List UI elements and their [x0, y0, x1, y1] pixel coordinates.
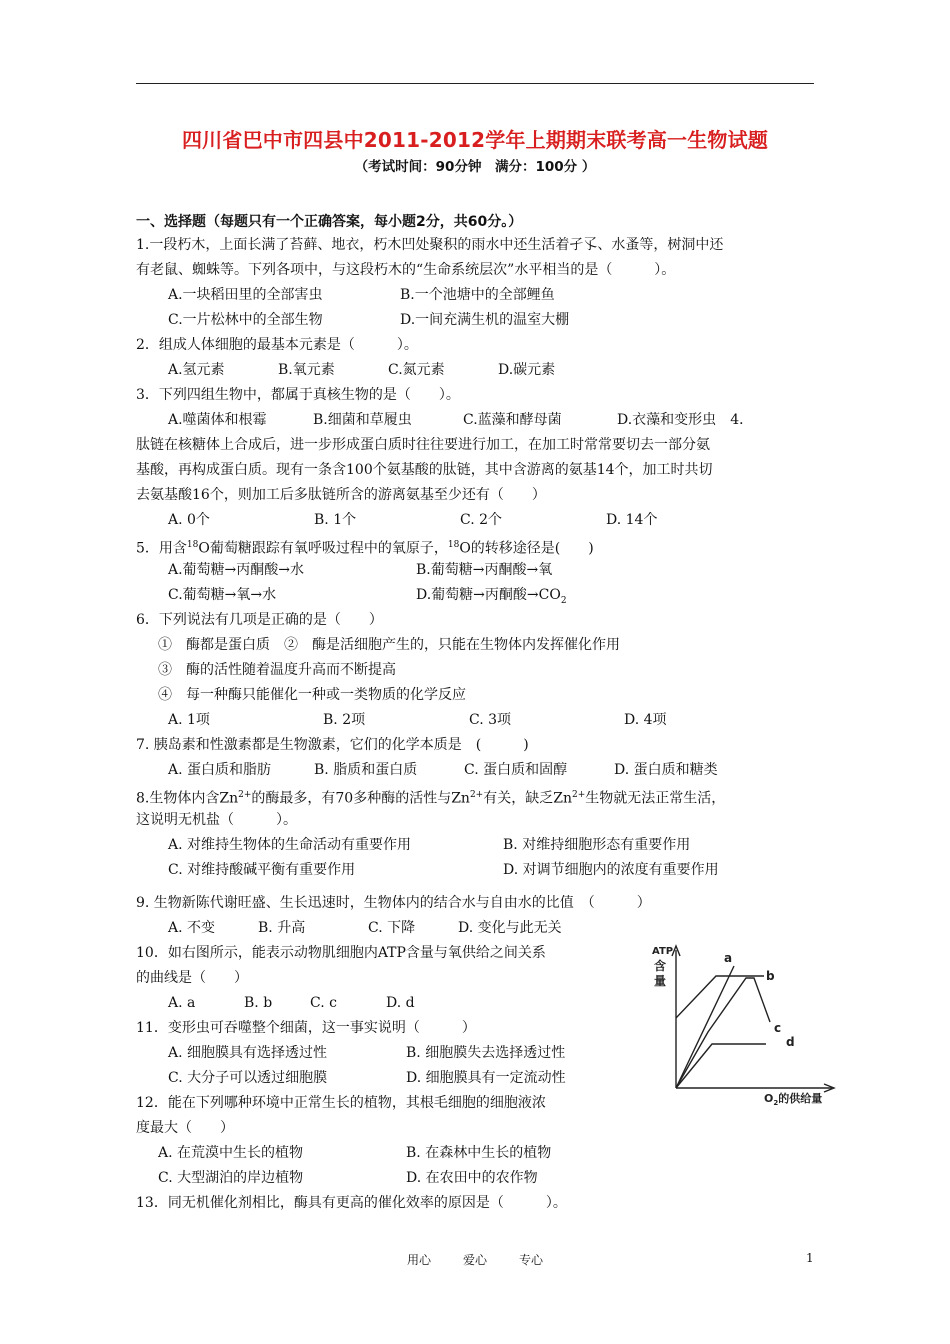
q12-option-a: A. 在荒漠中生长的植物 — [158, 1145, 304, 1161]
q4-stem-line2: 基酸，再构成蛋白质。现有一条含100个氨基酸的肽链，其中含游离的氨基14个，加工时共切 — [136, 462, 713, 478]
q8-stem-line1: 8.生物体内含$Zn^{2+}$的酶最多，有70多种酶的活性与$Zn^{2+}$有关，缺乏$Zn^{2+}$生物就无法正常生活， — [136, 790, 726, 807]
q6-options — [136, 708, 816, 733]
q1-options-row2 — [136, 308, 816, 333]
q12-option-b: B. 在森林中生长的植物 — [406, 1145, 552, 1161]
q7-options — [136, 758, 816, 783]
q11-stem: 11．变形虫可吞噬整个细菌，这一事实说明（ ） — [136, 1020, 476, 1036]
q12-options-row1 — [136, 1141, 816, 1166]
q12-stem-line1: 12．能在下列哪种环境中正常生长的植物，其根毛细胞的细胞液浓 — [136, 1095, 546, 1111]
q12-stem-line2: 度最大（ ） — [136, 1120, 234, 1136]
q8-stem-line2: 这说明无机盐（ ）。 — [136, 812, 297, 828]
q6-statement-4: ④ 每一种酶只能催化一种或一类物质的化学反应 — [158, 687, 466, 703]
q8-options-row1 — [136, 833, 816, 858]
q3-option-c: C.蓝藻和酵母菌 — [463, 412, 562, 428]
q7-option-b: B. 脂质和蛋白质 — [314, 762, 418, 778]
q6-statement-1-2: ① 酶都是蛋白质 ② 酶是活细胞产生的，只能在生物体内发挥催化作用 — [158, 637, 620, 653]
q8-option-a: A. 对维持生物体的生命活动有重要作用 — [168, 837, 412, 853]
curve-d-label: d — [786, 1035, 795, 1049]
x-axis-label: $O_2$的供给量 — [764, 1092, 823, 1107]
q9-option-c: C. 下降 — [368, 920, 416, 936]
curve-b-label: b — [766, 969, 775, 983]
q8-options-row2 — [136, 858, 816, 883]
q10-option-d: D. d — [386, 995, 415, 1011]
q3-option-b: B.细菌和草履虫 — [313, 412, 412, 428]
q5-stem: 5．用含$^{18}$O葡萄糖跟踪有氧呼吸过程中的氧原子，$^{18}$O的转移途径是( ) — [136, 540, 594, 557]
q3-stem: 3．下列四组生物中，都属于真核生物的是（ ）。 — [136, 387, 460, 403]
q13-stem: 13．同无机催化剂相比，酶具有更高的催化效率的原因是（ ）。 — [136, 1195, 567, 1211]
q8-option-c: C. 对维持酸碱平衡有重要作用 — [168, 862, 356, 878]
q2-stem: 2．组成人体细胞的最基本元素是（ ）。 — [136, 337, 418, 353]
q7-option-c: C. 蛋白质和固醇 — [464, 762, 568, 778]
curve-c-label: c — [774, 1021, 782, 1035]
q5-option-c: C.葡萄糖→氧→水 — [168, 587, 277, 603]
q10-stem-line1: 10．如右图所示，能表示动物肌细胞内ATP含量与氧供给之间关系 — [136, 945, 546, 961]
q2-option-c: C.氮元素 — [388, 362, 445, 378]
curve-a-label: a — [724, 951, 733, 965]
q3-option-d: D.衣藻和变形虫 — [617, 412, 717, 428]
q2-option-a: A.氢元素 — [168, 362, 225, 378]
q11-option-d: D. 细胞膜具有一定流动性 — [406, 1070, 566, 1086]
q4-option-c: C. 2个 — [460, 512, 503, 528]
q2-options — [136, 358, 816, 383]
q1-option-b: B.一个池塘中的全部鲤鱼 — [400, 287, 555, 303]
q5-option-d: D.葡萄糖→丙酮酸$\to CO_2$ — [416, 587, 567, 606]
q8-option-d: D. 对调节细胞内的浓度有重要作用 — [503, 862, 719, 878]
q1-option-a: A.一块稻田里的全部害虫 — [168, 287, 323, 303]
section-heading: 一、选择题（每题只有一个正确答案，每小题2分，共60分。） — [136, 214, 523, 230]
q5-option-b: B.葡萄糖→丙酮酸→氧 — [416, 562, 553, 578]
q5-options-row2 — [136, 583, 816, 608]
q6-stem: 6．下列说法有几项是正确的是（ ） — [136, 612, 383, 628]
footer-word-1: 用心 — [406, 1253, 431, 1267]
y-label-atp: ATP — [652, 946, 674, 957]
page-title: 四川省巴中市四县中2011-2012学年上期期末联考高一生物试题 — [181, 128, 769, 152]
q6-option-d: D. 4项 — [624, 712, 667, 728]
q1-stem-line1: 1.一段朽木，上面长满了苔藓、地衣，朽木凹处聚积的雨水中还生活着孑孓、水蚤等，树洞中还 — [136, 237, 724, 253]
q6-option-a: A. 1项 — [168, 712, 210, 728]
q2-option-b: B.氧元素 — [278, 362, 335, 378]
curve-d-line — [676, 1044, 766, 1088]
q11-option-c: C. 大分子可以透过细胞膜 — [168, 1070, 328, 1086]
q7-option-d: D. 蛋白质和糖类 — [614, 762, 718, 778]
q4-options — [136, 508, 816, 533]
q9-stem: 9. 生物新陈代谢旺盛、生长迅速时，生物体内的结合水与自由水的比值 （ ） — [136, 895, 651, 911]
q12-option-c: C. 大型湖泊的岸边植物 — [158, 1170, 304, 1186]
q7-option-a: A. 蛋白质和脂肪 — [168, 762, 272, 778]
q10-option-a: A. a — [168, 995, 196, 1011]
curve-a-line — [676, 966, 734, 1088]
q6-option-b: B. 2项 — [323, 712, 366, 728]
q4-option-a: A. 0个 — [168, 512, 210, 528]
q10-option-b: B. b — [244, 995, 273, 1011]
header-rule — [136, 83, 814, 84]
atp-oxygen-figure — [646, 940, 846, 1110]
q10-option-c: C. c — [310, 995, 337, 1011]
q12-options-row2 — [136, 1166, 816, 1191]
q1-option-d: D.一间充满生机的温室大棚 — [400, 312, 570, 328]
q2-option-d: D.碳元素 — [498, 362, 556, 378]
footer-word-2: 爱心 — [462, 1253, 487, 1267]
q1-option-c: C.一片松林中的全部生物 — [168, 312, 323, 328]
y-label-char1: 含 — [654, 959, 667, 973]
page-number: 1 — [806, 1251, 814, 1265]
q4-option-b: B. 1个 — [314, 512, 357, 528]
y-label-char2: 量 — [654, 974, 667, 988]
q10-stem-line2: 的曲线是（ ） — [136, 970, 248, 986]
q11-option-a: A. 细胞膜具有选择透过性 — [168, 1045, 328, 1061]
q5-options-row1 — [136, 558, 816, 583]
q6-option-c: C. 3项 — [469, 712, 512, 728]
q1-options-row1 — [136, 283, 816, 308]
q12-option-d: D. 在农田中的农作物 — [406, 1170, 538, 1186]
q7-stem: 7. 胰岛素和性激素都是生物激素，它们的化学本质是 ( ) — [136, 737, 529, 753]
q9-option-d: D. 变化与此无关 — [458, 920, 562, 936]
exam-info: （考试时间：90分钟 满分：100分 ） — [354, 159, 596, 175]
q4-stem-line1: 肽链在核糖体上合成后，进一步形成蛋白质时往往要进行加工，在加工时常常要切去一部分氨 — [136, 437, 710, 453]
q4-option-d: D. 14个 — [606, 512, 658, 528]
q11-option-b: B. 细胞膜失去选择透过性 — [406, 1045, 566, 1061]
q5-option-a: A.葡萄糖→丙酮酸→水 — [168, 562, 305, 578]
q4-stem-line3: 去氨基酸16个，则加工后多肽链所含的游离氨基至少还有（ ） — [136, 487, 546, 503]
q8-option-b: B. 对维持细胞形态有重要作用 — [503, 837, 691, 853]
q9-options — [136, 916, 816, 941]
q4-number: 4． — [730, 412, 754, 428]
q1-stem-line2: 有老鼠、蜘蛛等。下列各项中，与这段朽木的“生命系统层次”水平相当的是（ ）。 — [136, 262, 676, 278]
q3-options — [136, 408, 816, 433]
footer-word-3: 专心 — [519, 1253, 544, 1267]
q9-option-a: A. 不变 — [168, 920, 216, 936]
q3-option-a: A.噬菌体和根霉 — [168, 412, 267, 428]
q6-statement-3: ③ 酶的活性随着温度升高而不断提高 — [158, 662, 396, 678]
q9-option-b: B. 升高 — [258, 920, 306, 936]
